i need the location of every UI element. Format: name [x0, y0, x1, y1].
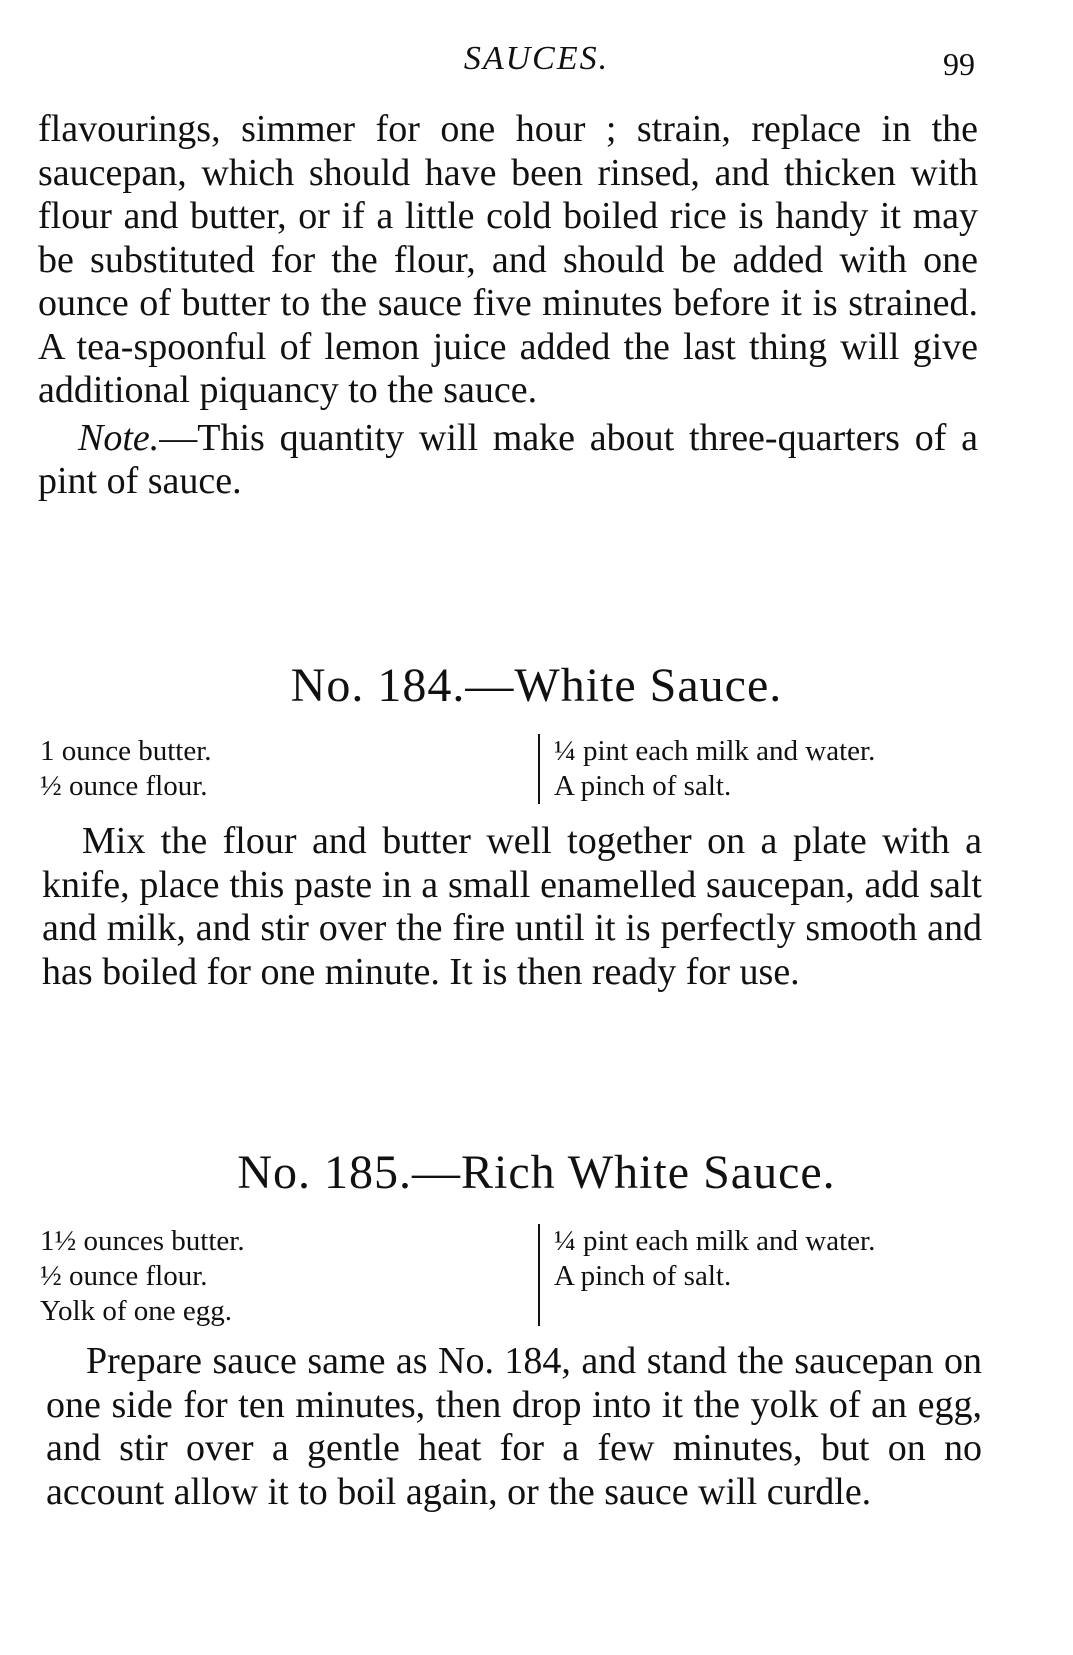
note-paragraph — [38, 417, 978, 504]
ingredient-item: ½ ounce flour. — [40, 1260, 208, 1292]
ingredient-item: ¼ pint each milk and water. — [554, 735, 876, 767]
running-title: SAUCES. — [463, 40, 610, 77]
ingredient-item: A pinch of salt. — [554, 1260, 732, 1292]
recipe-184-method — [42, 820, 982, 994]
ingredient-item: ¼ pint each milk and water. — [554, 1225, 876, 1257]
ingredient-item: 1½ ounces butter. — [40, 1225, 245, 1257]
ingredient-item: ½ ounce flour. — [40, 770, 208, 802]
ingredients-left-column — [40, 1224, 245, 1329]
running-head — [0, 40, 1073, 90]
page-number: 99 — [943, 46, 975, 82]
recipe-184-title: No. 184.—White Sauce. — [290, 659, 783, 712]
method-paragraph: Prepare sauce same as No. 184, and stand the saucepan on one side for ten minutes, then drop into it the yolk of an egg, and stir over a gentle heat for a few minutes, but on no account allow it to boil again, or the sauce will curdle. — [46, 1340, 982, 1513]
note-text: —This quantity will make about three-quarters of a pint of sauce. — [38, 416, 978, 502]
ingredient-item: Yolk of one egg. — [40, 1295, 232, 1327]
ingredient-item: A pinch of salt. — [554, 770, 732, 802]
method-paragraph: Mix the flour and butter well together on a plate with a knife, place this paste in a small enamelled saucepan, add salt and milk, and stir over the fire until it is perfectly smooth and has boiled for one minute. It is then ready for use. — [42, 820, 982, 993]
ingredients-right-column — [538, 1224, 875, 1326]
note-label: Note. — [78, 416, 160, 459]
continuation-text — [38, 108, 978, 504]
continuation-paragraph: flavourings, simmer for one hour ; strain, replace in the saucepan, which should have been rinsed, and thicken with flour and butter, or if a little cold boiled rice is handy it may be substituted for the flour, and should be added with one ounce of butter to the sauce five minutes before it is strained. A tea-spoonful of lemon juice added the last thing will give additional piquancy to the sauce. — [38, 108, 978, 411]
recipe-185-title: No. 185.—Rich White Sauce. — [237, 1146, 836, 1199]
ingredient-item: 1 ounce butter. — [40, 735, 212, 767]
ingredients-right-column — [538, 734, 875, 804]
ingredients-left-column — [40, 734, 212, 804]
recipe-185-method — [46, 1340, 982, 1514]
